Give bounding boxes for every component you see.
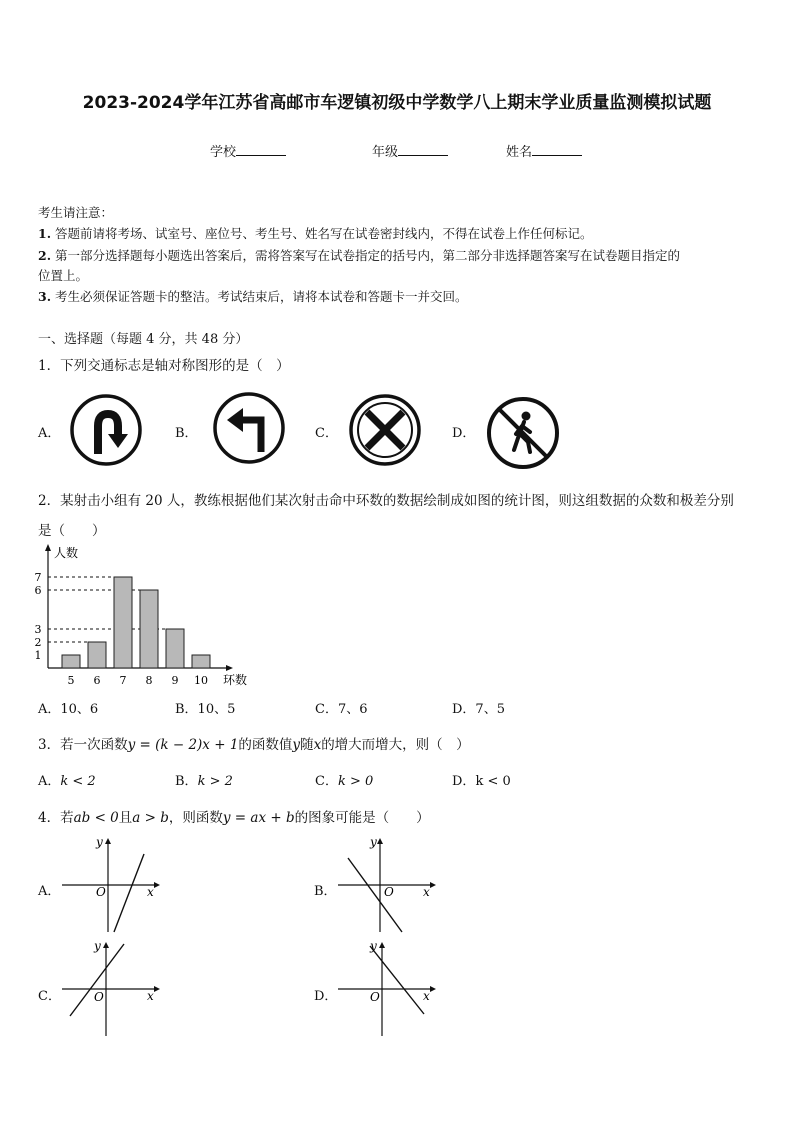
notice-num: 3. bbox=[38, 289, 52, 304]
origin-label: O bbox=[96, 885, 106, 899]
y-tick-label: 2 bbox=[34, 636, 42, 649]
question-2-stem-line1: 2．某射击小组有 20 人，教练根据他们某次射击命中环数的数据绘制成如图的统计图，则这组数据的众数和极差分别 bbox=[38, 493, 734, 509]
y-tick-label: 7 bbox=[34, 571, 42, 584]
q3-var: x bbox=[313, 737, 322, 753]
section-heading: 一、选择题（每题 4 分，共 48 分） bbox=[38, 332, 249, 347]
notice-item bbox=[38, 287, 468, 305]
function-line bbox=[348, 858, 402, 932]
y-axis-arrow-icon bbox=[105, 838, 111, 844]
q4-option-b-label: B． bbox=[314, 884, 337, 899]
q4-math: y = ax + b bbox=[222, 810, 295, 826]
origin-label: O bbox=[94, 990, 104, 1004]
question-2-stem-line2: 是（ ） bbox=[38, 523, 106, 539]
notice-text: 考生必须保证答题卡的整洁。考试结束后，请将本试卷和答题卡一并交回。 bbox=[55, 289, 468, 304]
q4-text: 的图象可能是（ ） bbox=[294, 810, 430, 826]
x-axis-label: x bbox=[423, 885, 430, 899]
q3-text: 的增大而增大，则（ ） bbox=[321, 737, 470, 753]
x-axis-label: x bbox=[147, 989, 154, 1003]
notice-text: 答题前请将考场、试室号、座位号、考生号、姓名写在试卷密封线内，不得在试卷上作任何标记。 bbox=[55, 226, 593, 241]
q4-option-c-label: C． bbox=[38, 989, 61, 1004]
y-axis-label: y bbox=[94, 940, 101, 953]
name-label: 姓名 bbox=[506, 145, 533, 160]
function-line bbox=[114, 854, 144, 932]
grade-blank bbox=[398, 143, 448, 156]
y-axis-label: y bbox=[370, 836, 377, 849]
y-axis-arrow-icon bbox=[45, 544, 51, 551]
y-axis-label: y bbox=[96, 836, 103, 849]
chart-layer bbox=[35, 544, 248, 687]
q3-option-a bbox=[38, 770, 96, 789]
notice-item bbox=[38, 266, 88, 284]
q3-option-label: C． bbox=[315, 774, 338, 789]
school-label: 学校 bbox=[210, 145, 237, 160]
q3-option-label: A． bbox=[38, 774, 61, 789]
bar bbox=[140, 590, 158, 668]
q3-formula: y = (k − 2)x + 1 bbox=[127, 737, 239, 753]
grade-label: 年级 bbox=[372, 145, 399, 160]
function-line bbox=[70, 944, 124, 1016]
bar bbox=[62, 655, 80, 668]
y-axis-title: 人数 bbox=[54, 546, 79, 560]
bar bbox=[114, 577, 132, 668]
bar bbox=[88, 642, 106, 668]
y-axis-label: y bbox=[370, 940, 377, 953]
x-axis-arrow-icon bbox=[226, 665, 233, 671]
q4-math: a > b bbox=[132, 810, 169, 826]
y-axis-arrow-icon bbox=[377, 838, 383, 844]
page-title: 2023-2024学年江苏省高邮市车逻镇初级中学数学八上期末学业质量监测模拟试题 bbox=[82, 93, 712, 113]
notice-num: 2. bbox=[38, 248, 52, 263]
y-axis-arrow-icon bbox=[379, 942, 385, 948]
x-axis-arrow-icon bbox=[154, 882, 160, 888]
x-tick-label: 5 bbox=[67, 674, 75, 687]
u-turn-sign-icon bbox=[68, 392, 144, 468]
bar bbox=[166, 629, 184, 668]
q2-option-a: A．10、6 bbox=[38, 702, 99, 717]
q3-option-label: B． bbox=[175, 774, 198, 789]
q1-option-b-label: B． bbox=[175, 426, 198, 441]
x-tick-label: 8 bbox=[145, 674, 153, 687]
q4-text: 且 bbox=[118, 810, 133, 826]
school-field bbox=[210, 141, 286, 160]
q4-text: ，则函数 bbox=[168, 810, 223, 826]
bar bbox=[192, 655, 210, 668]
question-1-stem: 1．下列交通标志是轴对称图形的是（ ） bbox=[38, 358, 290, 374]
notice-text: 位置上。 bbox=[38, 268, 89, 283]
name-field bbox=[506, 141, 582, 160]
q3-text: 随 bbox=[300, 737, 314, 753]
q4-math: ab < 0 bbox=[73, 810, 119, 826]
q2-option-c: C．7、6 bbox=[315, 702, 368, 717]
origin-label: O bbox=[370, 990, 380, 1004]
q4-text: 4．若 bbox=[38, 810, 74, 826]
notice-item bbox=[38, 224, 593, 242]
x-axis-arrow-icon bbox=[430, 882, 436, 888]
x-axis-title: 环数 bbox=[223, 673, 248, 687]
q3-option-math: k > 0 bbox=[337, 774, 374, 789]
q3-var: y bbox=[292, 737, 301, 753]
q4-option-a-label: A． bbox=[38, 884, 61, 899]
notice-text: 第一部分选择题每小题选出答案后，需将答案写在试卷指定的括号内，第二部分非选择题答案写在试卷题目指定的 bbox=[55, 248, 681, 263]
name-blank bbox=[532, 143, 582, 156]
grade-field bbox=[372, 141, 448, 160]
notice-heading: 考生请注意： bbox=[38, 205, 114, 220]
q3-option-label: D． bbox=[452, 774, 476, 789]
no-stopping-sign-icon bbox=[347, 392, 423, 468]
question-4-stem bbox=[38, 806, 430, 826]
q4-graph-a bbox=[58, 836, 162, 936]
y-axis-arrow-icon bbox=[103, 942, 109, 948]
left-turn-sign-icon bbox=[211, 390, 287, 466]
x-axis-label: x bbox=[147, 885, 154, 899]
score-bar-chart bbox=[30, 543, 250, 691]
no-pedestrians-sign-icon bbox=[484, 394, 562, 472]
x-tick-label: 9 bbox=[171, 674, 179, 687]
x-tick-label: 6 bbox=[93, 674, 101, 687]
q3-option-c bbox=[315, 770, 373, 789]
question-3-stem bbox=[38, 733, 470, 753]
q3-option-d bbox=[452, 770, 511, 789]
q3-option-math: k < 2 bbox=[60, 774, 96, 789]
q1-option-c-label: C． bbox=[315, 426, 338, 441]
x-axis-arrow-icon bbox=[430, 986, 436, 992]
q4-graph-d bbox=[334, 940, 438, 1040]
notice-item bbox=[38, 246, 680, 264]
q2-option-b: B．10、5 bbox=[175, 702, 236, 717]
school-blank bbox=[236, 143, 286, 156]
origin-label: O bbox=[384, 885, 394, 899]
x-axis-label: x bbox=[423, 989, 430, 1003]
x-axis-arrow-icon bbox=[154, 986, 160, 992]
q4-graph-c bbox=[58, 940, 162, 1040]
q4-option-d-label: D． bbox=[314, 989, 338, 1004]
q3-option-math: k < 0 bbox=[475, 774, 511, 789]
notice-num: 1. bbox=[38, 226, 52, 241]
y-tick-label: 6 bbox=[34, 584, 42, 597]
q2-option-d: D．7、5 bbox=[452, 702, 505, 717]
q1-option-a-label: A． bbox=[38, 426, 61, 441]
q4-graph-b bbox=[334, 836, 438, 936]
q3-text: 的函数值 bbox=[238, 737, 293, 753]
x-tick-label: 7 bbox=[119, 674, 127, 687]
x-tick-label: 10 bbox=[194, 674, 208, 687]
q3-text: 3．若一次函数 bbox=[38, 737, 128, 753]
y-tick-label: 3 bbox=[34, 623, 42, 636]
q1-option-d-label: D． bbox=[452, 426, 476, 441]
q3-option-b bbox=[175, 770, 233, 789]
q3-option-math: k > 2 bbox=[197, 774, 233, 789]
y-tick-label: 1 bbox=[34, 649, 42, 662]
